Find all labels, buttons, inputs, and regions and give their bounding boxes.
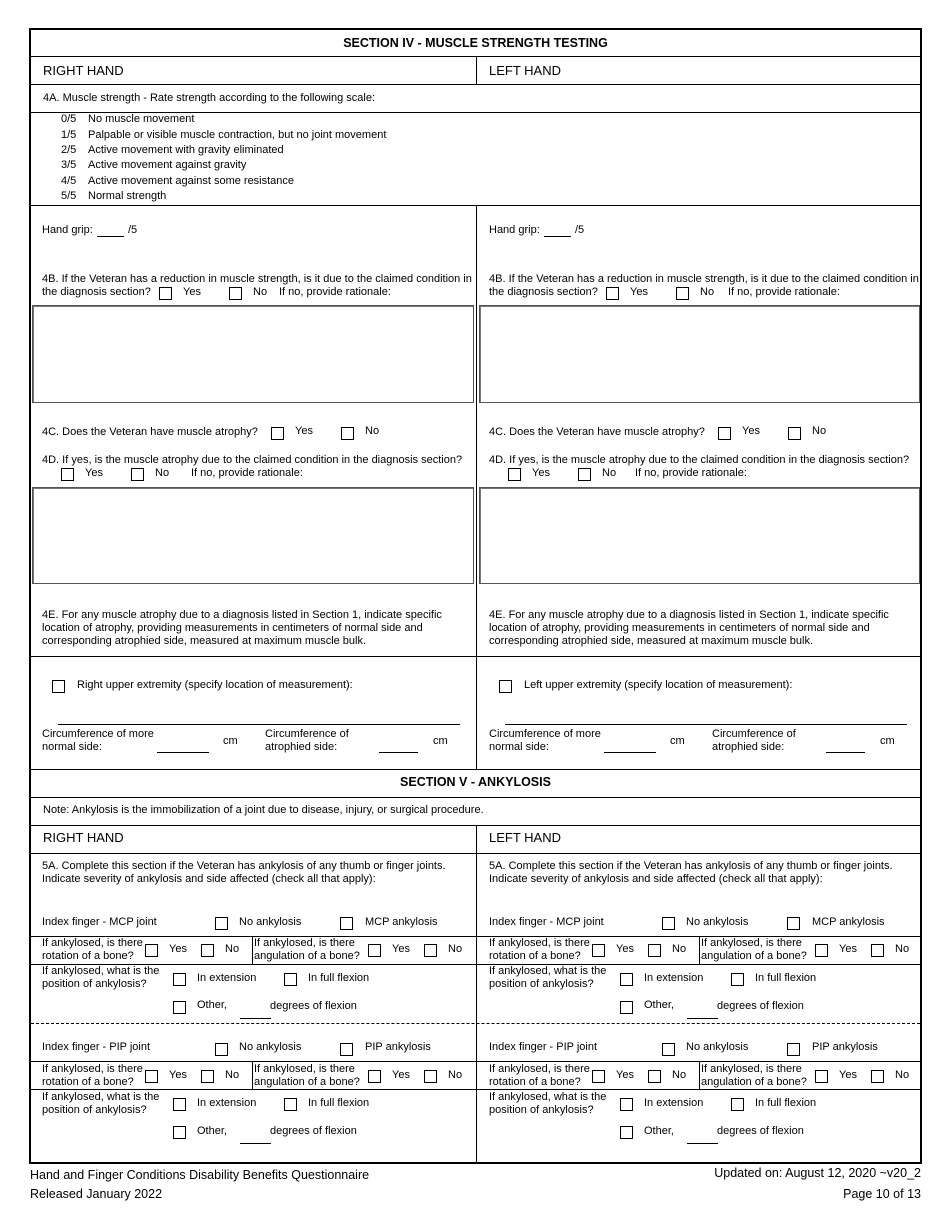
section-v-title: SECTION V - ANKYLOSIS xyxy=(400,775,551,789)
left-mcp-label: Index finger - MCP joint xyxy=(489,916,604,928)
left-pip-rotation-no-checkbox[interactable] xyxy=(648,1070,661,1083)
right-hand-grip-field[interactable] xyxy=(97,236,124,237)
left-mcp-rotation-no-checkbox[interactable] xyxy=(648,944,661,957)
q4b-left-no-checkbox[interactable] xyxy=(676,287,689,300)
q4b-right-text: 4B. If the Veteran has a reduction in muscle strength, is it due to the claimed condition in xyxy=(42,273,472,285)
right-mcp-no-ankylosis-checkbox[interactable] xyxy=(215,917,228,930)
right-pip-degrees-field[interactable] xyxy=(240,1143,271,1144)
left-mcp-other-checkbox[interactable] xyxy=(620,1001,633,1014)
left-pip-angulation-yes-checkbox[interactable] xyxy=(815,1070,828,1083)
left-mcp-angulation-no-checkbox[interactable] xyxy=(871,944,884,957)
q4b-right-yes-checkbox[interactable] xyxy=(159,287,172,300)
right-mcp-extension-checkbox[interactable] xyxy=(173,973,186,986)
footer-form-title: Hand and Finger Conditions Disability Benefits Questionnaire xyxy=(30,1168,370,1182)
left-pip-rotation-yes-checkbox[interactable] xyxy=(592,1070,605,1083)
left-measurement-location-field[interactable] xyxy=(505,724,907,725)
left-pip-angulation-no-checkbox[interactable] xyxy=(871,1070,884,1083)
s5-left-hand-heading: LEFT HAND xyxy=(489,830,561,845)
right-upper-extremity-checkbox[interactable] xyxy=(52,680,65,693)
q4b-left-rationale-textarea[interactable] xyxy=(479,305,920,403)
left-pip-no-ankylosis-checkbox[interactable] xyxy=(662,1043,675,1056)
right-mcp-full-flexion-checkbox[interactable] xyxy=(284,973,297,986)
right-pip-angulation-yes-checkbox[interactable] xyxy=(368,1070,381,1083)
q4d-left-text: 4D. If yes, is the muscle atrophy due to the claimed condition in the diagnosis section? xyxy=(489,454,910,466)
q4e-right-text: 4E. For any muscle atrophy due to a diagnosis listed in Section 1, indicate specific xyxy=(42,609,442,621)
section-iv-title: SECTION IV - MUSCLE STRENGTH TESTING xyxy=(343,36,608,50)
q4b-left-text: 4B. If the Veteran has a reduction in muscle strength, is it due to the claimed condition in xyxy=(489,273,919,285)
left-hand-grip-label: Hand grip: xyxy=(489,224,540,236)
q4b-left-yes-checkbox[interactable] xyxy=(606,287,619,300)
q4d-right-rationale-textarea[interactable] xyxy=(32,487,474,584)
q4c-right-no-checkbox[interactable] xyxy=(341,427,354,440)
q4c-left-text: 4C. Does the Veteran have muscle atrophy? xyxy=(489,426,705,438)
right-pip-no-ankylosis-checkbox[interactable] xyxy=(215,1043,228,1056)
right-pip-angulation-no-checkbox[interactable] xyxy=(424,1070,437,1083)
left-mcp-angulation-yes-checkbox[interactable] xyxy=(815,944,828,957)
q4d-right-yes-checkbox[interactable] xyxy=(61,468,74,481)
q4c-right-text: 4C. Does the Veteran have muscle atrophy? xyxy=(42,426,258,438)
right-mcp-rotation-no-checkbox[interactable] xyxy=(201,944,214,957)
s5-right-hand-heading: RIGHT HAND xyxy=(43,830,124,845)
footer-released: Released January 2022 xyxy=(30,1187,163,1201)
left-pip-extension-checkbox[interactable] xyxy=(620,1098,633,1111)
right-mcp-degrees-field[interactable] xyxy=(240,1018,271,1019)
q4d-right-text: 4D. If yes, is the muscle atrophy due to the claimed condition in the diagnosis section? xyxy=(42,454,463,466)
q4d-left-yes-checkbox[interactable] xyxy=(508,468,521,481)
q4d-right-no-checkbox[interactable] xyxy=(131,468,144,481)
right-hand-heading: RIGHT HAND xyxy=(43,63,124,78)
right-atrophied-circumference-field[interactable] xyxy=(379,752,418,753)
left-normal-circumference-field[interactable] xyxy=(604,752,656,753)
q4c-left-no-checkbox[interactable] xyxy=(788,427,801,440)
q4a-text: 4A. Muscle strength - Rate strength according to the following scale: xyxy=(43,92,376,104)
left-pip-full-flexion-checkbox[interactable] xyxy=(731,1098,744,1111)
left-pip-ankylosis-checkbox[interactable] xyxy=(787,1043,800,1056)
left-mcp-full-flexion-checkbox[interactable] xyxy=(731,973,744,986)
q4c-left-yes-checkbox[interactable] xyxy=(718,427,731,440)
left-mcp-rotation-yes-checkbox[interactable] xyxy=(592,944,605,957)
q4d-left-no-checkbox[interactable] xyxy=(578,468,591,481)
left-pip-degrees-field[interactable] xyxy=(687,1143,718,1144)
q4c-right-yes-checkbox[interactable] xyxy=(271,427,284,440)
form-page: SECTION IV - MUSCLE STRENGTH TESTING RIGHT HAND LEFT HAND 4A. Muscle strength - Rate strength according to the following scale: 0/5 No muscle movement 1/5 Palpable or visible muscle contraction, but no joint movement 2/5 Active movement with gravity eliminated 3/5 Active movement against gravity 4/5 Active movement against some resistance 5/5 Normal strength Hand grip: /5 Hand grip: /5 4B. If the Veteran has a reduction in muscle strength, is it due to the claimed condition in the diagnosis section? Yes No If no, provide rationale: 4B. If the Veteran has a reduction in muscle strength, is it due to the claimed condition in the diagnosis section? Yes No If no, provide rationale: 4C. Does the Veteran have muscle atrophy? Yes No 4C. Does the Veteran have muscle atrophy? Yes No 4D. If yes, is the muscle atrophy due to the claimed condition in the diagnosis section? Yes No If no, provide rationale: 4D. If yes, is the muscle atrophy due to the claimed condition in the diagnosis section? Yes No If no, provide rationale: 4E. For any muscle atrophy due to a diagnosis listed in Section 1, indicate specific location of atrophy, providing measurements in centimeters of normal side and corresponding atrophied side, measured at maximum muscle bulk. 4E. For any muscle atrophy due to a diagnosis listed in Section 1, indicate specific location of atrophy, providing measurements in centimeters of normal side and corresponding atrophied side, measured at maximum muscle bulk. Right upper extremity (specify location of measurement): Left upper extremity (specify location of measurement): Circumference of more normal side: cm Circumference of atrophied side: cm Circumference of more normal side: cm Circumference of atrophied side: cm SECTION V - ANKYLOSIS Note: Ankylosis is the immobilization of a joint due to disease, injury, or surgical procedure. RIGHT HAND LEFT HAND 5A. Complete this section if the Veteran has ankylosis of any thumb or finger joints. Indicate severity of ankylosis and side affected (check all that apply): 5A. Complete this section if the Veteran has ankylosis of any thumb or finger joints. Indicate severity of ankylosis and side affected (check all that apply): Index finger - MCP joint No ankylosis MCP ankylosis Index finger - MCP joint No ankylosis MCP ankylosis If ankylosed, is there rotation of a bone? Yes No If ankylosed, is there angulation of a bone? Yes No If ankylosed, is there rotation of a bone? Yes No If ankylosed, is there angulation of a bone? Yes No If ankylosed, what is the position of ankylosis? In extension In full flexion Other, degrees of flexion If ankylosed, what is the position of ankylosis? In extension In full flexion Other, degrees of flexion Index finger - PIP joint No ankylosis PIP ankylosis Index finger - PIP joint No ankylosis PIP ankylosis If ankylosed, is there rotation of a bone? Yes No If ankylosed, is there angulation of a bone? Yes No If ankylosed, is there rotation of a bone? Yes No If ankylosed, is there angulation of a bone? Yes No If ankylosed, what is the position of ankylosis? In extension In full flexion Other, degrees of flexion If ankylosed, what is the position of ankylosis? In extension In full flexion Other, degrees of flexion xyxy=(29,28,922,1164)
left-hand-grip-field[interactable] xyxy=(544,236,571,237)
q5a-right-text: 5A. Complete this section if the Veteran has ankylosis of any thumb or finger joints. xyxy=(42,860,446,872)
ankylosis-note: Note: Ankylosis is the immobilization of a joint due to disease, injury, or surgical procedure. xyxy=(43,804,484,816)
left-pip-label: Index finger - PIP joint xyxy=(489,1041,598,1053)
right-pip-full-flexion-checkbox[interactable] xyxy=(284,1098,297,1111)
left-mcp-degrees-field[interactable] xyxy=(687,1018,718,1019)
q4b-right-rationale-textarea[interactable] xyxy=(32,305,474,403)
right-hand-grip-label: Hand grip: xyxy=(42,224,93,236)
left-upper-extremity-checkbox[interactable] xyxy=(499,680,512,693)
right-pip-other-checkbox[interactable] xyxy=(173,1126,186,1139)
right-mcp-rotation-yes-checkbox[interactable] xyxy=(145,944,158,957)
left-atrophied-circumference-field[interactable] xyxy=(826,752,865,753)
right-normal-circumference-field[interactable] xyxy=(157,752,209,753)
footer-updated: Updated on: August 12, 2020 ~v20_2 xyxy=(714,1166,921,1180)
q4e-left-text: 4E. For any muscle atrophy due to a diagnosis listed in Section 1, indicate specific xyxy=(489,609,889,621)
left-hand-heading: LEFT HAND xyxy=(489,63,561,78)
right-mcp-angulation-yes-checkbox[interactable] xyxy=(368,944,381,957)
left-mcp-no-ankylosis-checkbox[interactable] xyxy=(662,917,675,930)
right-mcp-angulation-no-checkbox[interactable] xyxy=(424,944,437,957)
left-mcp-extension-checkbox[interactable] xyxy=(620,973,633,986)
right-pip-label: Index finger - PIP joint xyxy=(42,1041,151,1053)
left-mcp-ankylosis-checkbox[interactable] xyxy=(787,917,800,930)
left-pip-other-checkbox[interactable] xyxy=(620,1126,633,1139)
right-mcp-label: Index finger - MCP joint xyxy=(42,916,157,928)
q5a-left-text: 5A. Complete this section if the Veteran has ankylosis of any thumb or finger joints. xyxy=(489,860,893,872)
right-pip-extension-checkbox[interactable] xyxy=(173,1098,186,1111)
right-pip-rotation-no-checkbox[interactable] xyxy=(201,1070,214,1083)
right-measurement-location-field[interactable] xyxy=(58,724,460,725)
right-mcp-ankylosis-checkbox[interactable] xyxy=(340,917,353,930)
q4b-right-no-checkbox[interactable] xyxy=(229,287,242,300)
q4d-left-rationale-textarea[interactable] xyxy=(479,487,920,584)
right-mcp-other-checkbox[interactable] xyxy=(173,1001,186,1014)
right-pip-ankylosis-checkbox[interactable] xyxy=(340,1043,353,1056)
footer-page-number: Page 10 of 13 xyxy=(843,1187,921,1201)
right-pip-rotation-yes-checkbox[interactable] xyxy=(145,1070,158,1083)
